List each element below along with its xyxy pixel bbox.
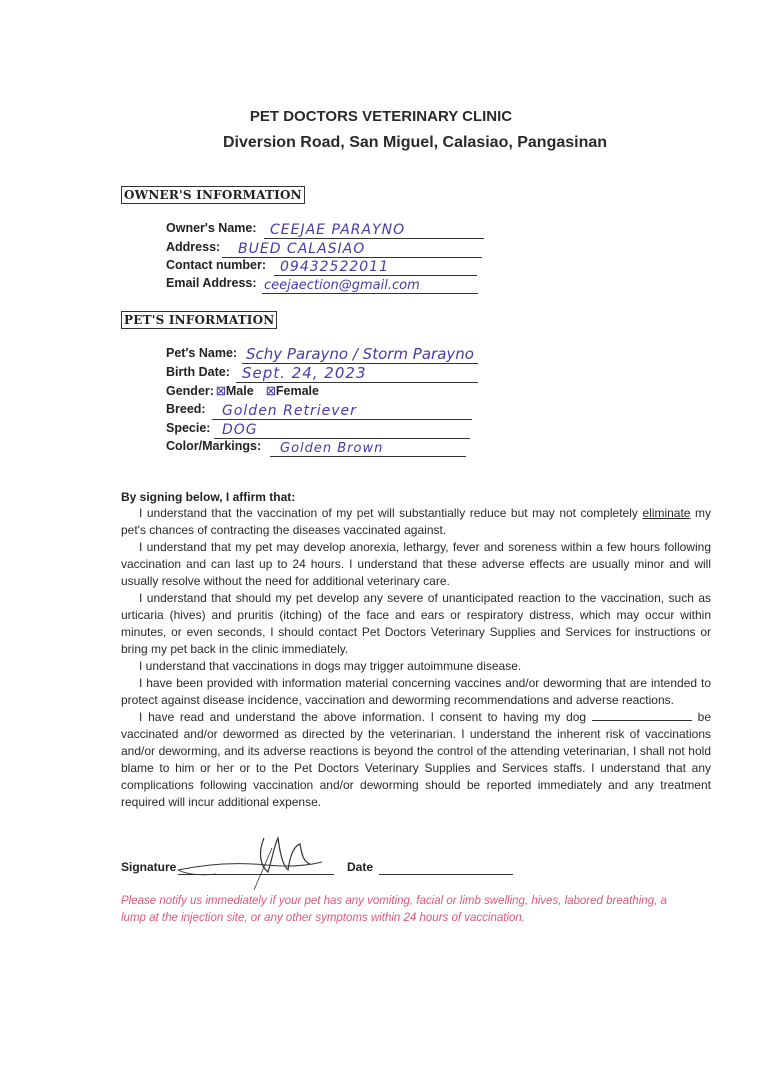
affirm-heading: By signing below, I affirm that:: [121, 490, 296, 504]
owner-address-field[interactable]: [166, 240, 486, 258]
consent-paragraph-4: I understand that vaccinations in dogs may trigger autoimmune disease.: [139, 659, 522, 673]
pet-name-label: Pet's Name:: [166, 346, 238, 360]
consent-p1-b: my pet's chances of contracting the diseases vaccinated against.: [121, 506, 711, 537]
consent-p6-a: I have read and understand the above information. I consent to having my dog: [139, 710, 587, 724]
consent-paragraph-3: I understand that should my pet develop any severe of unanticipated reaction to the vaccination, such as urticaria (hives) and pruritis (itching) of the face and ears or respiratory distress, which may occur within minutes, or even seconds, I should contact Pet Doctors Veterinary Supplies and Services for instructions or bring my pet back in the clinic immediately.: [121, 591, 711, 656]
owner-email-line: [262, 293, 478, 294]
post-vaccination-notice: Please notify us immediately if your pet has any vomiting, facial or limb swelling, hives, labored breathing, a lump at the injection site, or any other symptoms within 24 hours of vaccination.: [121, 895, 667, 924]
consent-paragraph-1: [121, 505, 711, 539]
owner-contact-label: Contact number:: [166, 258, 266, 272]
gender-female-label: Female: [275, 384, 319, 398]
pet-color-line: [270, 456, 466, 457]
pet-breed-value: Golden Retriever: [222, 403, 357, 419]
male-check-icon: ☒: [216, 386, 226, 398]
pet-name-value: Schy Parayno / Storm Parayno: [246, 345, 474, 363]
pet-breed-field[interactable]: [166, 402, 486, 420]
pet-specie-field[interactable]: [166, 421, 486, 439]
owner-name-field[interactable]: [166, 221, 486, 239]
pet-birth-label: Birth Date:: [166, 365, 230, 379]
pet-birth-field[interactable]: [166, 365, 486, 383]
pet-section-title: PET'S INFORMATION: [121, 311, 277, 329]
owner-contact-value: 09432522011: [280, 259, 389, 275]
gender-female-option[interactable]: [266, 384, 319, 398]
owner-name-value: CEEJAE PARAYNO: [270, 222, 406, 238]
pet-gender-field[interactable]: [166, 384, 386, 402]
owner-contact-field[interactable]: [166, 258, 486, 276]
gender-male-label: Male: [225, 384, 254, 398]
date-label: Date: [347, 860, 374, 874]
consent-paragraph-5: I have been provided with information material concerning vaccines and/or deworming that are intended to protect against disease incidence, vaccination and deworming recommendations and adverse reactions.: [121, 676, 711, 707]
pet-breed-label: Breed:: [166, 402, 206, 416]
owner-name-line: [264, 238, 484, 239]
dog-name-blank[interactable]: [592, 709, 692, 721]
gender-male-option[interactable]: [216, 384, 254, 398]
date-line[interactable]: [379, 874, 513, 875]
consent-paragraph-2: I understand that my pet may develop anorexia, lethargy, fever and soreness within a few hours following vaccination and can last up to 24 hours. I understand that these adverse effects are usually minor and will usually resolve without the need for additional veterinary care.: [121, 540, 711, 588]
owner-section-title: OWNER'S INFORMATION: [121, 186, 305, 204]
consent-p6-b: be vaccinated and/or dewormed as directed by the veterinarian. I understand the inherent risk of vaccinations and/or deworming, and its adverse reactions is beyond the control of the attending veterinarian, I shall not hold blame to him or her or to the Pet Doctors Veterinary Supplies and Services staffs. I understand that any complications following vaccination and/or deworming should be reported immediately and any treatment required will incur additional expense.: [121, 710, 711, 809]
pet-color-field[interactable]: [166, 439, 486, 457]
pet-color-label: Color/Markings:: [166, 439, 262, 453]
consent-p1-underlined: eliminate: [642, 506, 691, 520]
pet-breed-line: [212, 419, 472, 420]
pet-name-field[interactable]: [166, 346, 526, 364]
consent-paragraph-6: [121, 709, 711, 811]
consent-text: [121, 505, 711, 811]
owner-address-label: Address:: [166, 240, 221, 254]
signature-scribble-icon: [176, 832, 326, 892]
owner-email-label: Email Address:: [166, 276, 257, 290]
signature-label: Signature: [121, 860, 177, 874]
pet-birth-value: Sept. 24, 2023: [242, 364, 367, 382]
pet-birth-line: [236, 382, 478, 383]
pet-specie-label: Specie:: [166, 421, 211, 435]
pet-gender-label: Gender:: [166, 384, 214, 398]
clinic-name: PET DOCTORS VETERINARY CLINIC: [249, 108, 513, 125]
owner-address-value: BUED CALASIAO: [238, 241, 366, 257]
consent-p1-a: I understand that the vaccination of my pet will substantially reduce but may not completely: [139, 506, 638, 520]
owner-email-field[interactable]: [166, 276, 486, 294]
owner-name-label: Owner's Name:: [166, 221, 257, 235]
clinic-address: Diversion Road, San Miguel, Calasiao, Pangasinan: [222, 134, 608, 151]
owner-email-value: ceejaection@gmail.com: [264, 278, 420, 293]
pet-color-value: Golden Brown: [280, 441, 384, 456]
pet-specie-value: DOG: [222, 422, 258, 438]
female-check-icon: ☒: [266, 386, 276, 398]
